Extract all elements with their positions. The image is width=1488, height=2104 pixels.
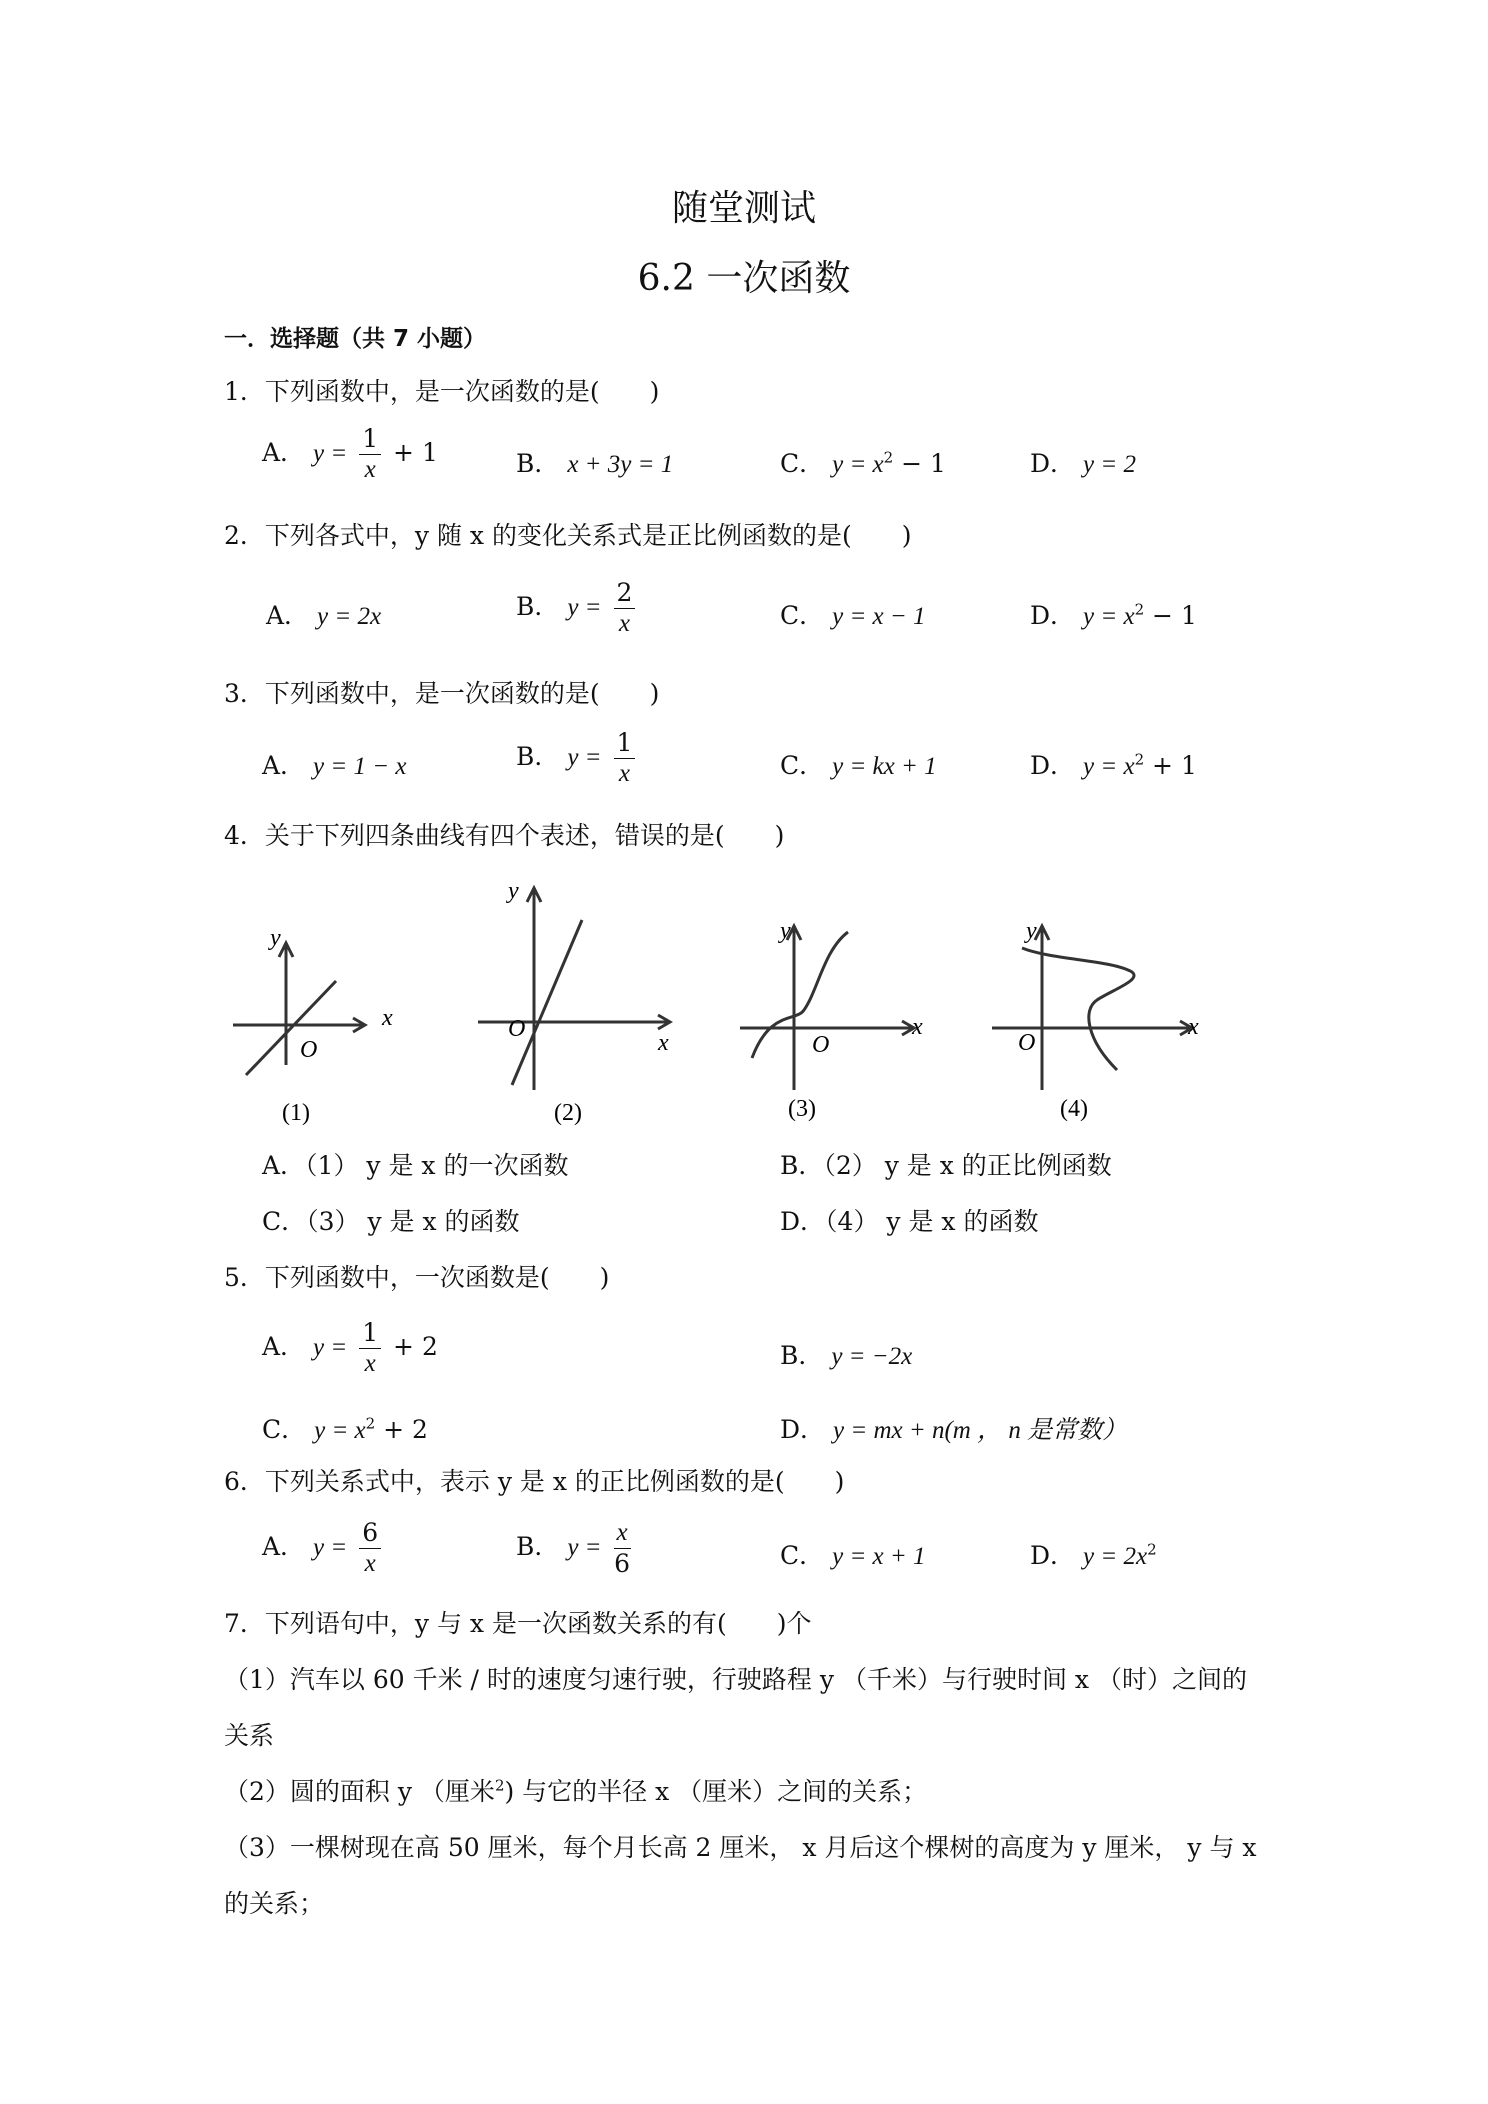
graph-2-x-label: x [658, 1030, 669, 1056]
q2-option-b[interactable]: B． y = $\frac{2}{x}$ [516, 578, 639, 639]
graph-2-line-through-origin [478, 870, 678, 1130]
q3-stem: 3．下列函数中，是一次函数的是( ) [224, 679, 660, 708]
q7-statement-3-cont: 的关系； [224, 1889, 325, 1918]
q7-statement-1: （1）汽车以 60 千米 / 时的速度匀速行驶，行驶路程 y （千米）与行驶时间 x （时）之间的 [224, 1665, 1247, 1694]
graph-3-y-label: y [780, 918, 791, 944]
q5-option-a[interactable]: A． y = $\frac{1}{x}$ + 2 [262, 1318, 438, 1377]
q6-option-b[interactable]: B． y = $\frac{x}{6}$ [516, 1519, 630, 1578]
q6-option-c[interactable]: C． y = x + 1 [780, 1541, 926, 1570]
q3-option-b[interactable]: B． y = $\frac{1}{x}$ [516, 728, 639, 789]
q4-option-c[interactable]: C．（3） y 是 x 的函数 [262, 1207, 520, 1236]
q6-stem: 6．下列关系式中，表示 y 是 x 的正比例函数的是( ) [224, 1467, 845, 1496]
page-subtitle: 6.2 一次函数 [637, 258, 851, 299]
graph-4-x-label: x [1188, 1014, 1199, 1040]
q2-option-a[interactable]: A． y = 2x [266, 601, 382, 630]
q3-option-d[interactable]: D． $y = x^2 + 1$ [1030, 750, 1197, 780]
q1-option-d[interactable]: D． y = 2 [1030, 449, 1136, 478]
q1-option-b[interactable]: B． x + 3y = 1 [516, 449, 674, 478]
graph-1-y-label: y [270, 925, 281, 951]
page-title: 随堂测试 [671, 188, 816, 229]
q4-option-a[interactable]: A．（1） y 是 x 的一次函数 [262, 1151, 569, 1180]
graph-1-caption: (1) [282, 1100, 310, 1126]
q3-option-a[interactable]: A． y = 1 − x [262, 751, 407, 780]
q7-statement-3: （3）一棵树现在高 50 厘米，每个月长高 2 厘米， x 月后这个棵树的高度为 y 厘米， y 与 x [224, 1833, 1257, 1862]
q7-stem: 7．下列语句中，y 与 x 是一次函数关系的有( )个 [224, 1609, 812, 1638]
graph-2-y-label: y [508, 878, 519, 904]
graph-2-origin-label: O [508, 1016, 526, 1042]
graph-1-straight-line [228, 915, 428, 1130]
q5-stem: 5．下列函数中，一次函数是( ) [224, 1263, 610, 1292]
graph-3-cubic-curve [740, 910, 930, 1130]
q6-option-d[interactable]: D． $y = 2x^2$ [1030, 1540, 1157, 1570]
q7-statement-1-cont: 关系 [224, 1721, 275, 1750]
graph-4-origin-label: O [1018, 1030, 1036, 1056]
q4-option-d[interactable]: D．（4） y 是 x 的函数 [780, 1207, 1039, 1236]
q1-option-c[interactable]: C． $y = x^2 - 1$ [780, 448, 946, 478]
graph-2-caption: (2) [554, 1100, 582, 1126]
q3-option-c[interactable]: C． y = kx + 1 [780, 751, 937, 780]
q2-option-c[interactable]: C． y = x − 1 [780, 601, 926, 630]
graph-1-origin-label: O [300, 1037, 318, 1063]
section-heading: 一．选择题（共 7 小题） [224, 326, 487, 352]
q4-stem: 4．关于下列四条曲线有四个表述，错误的是( ) [224, 821, 785, 850]
graph-3-x-label: x [912, 1014, 923, 1040]
graph-4-s-curve [992, 910, 1212, 1130]
q5-option-b[interactable]: B． y = −2x [780, 1341, 913, 1370]
graph-1-x-label: x [382, 1005, 393, 1031]
q4-option-b[interactable]: B．（2） y 是 x 的正比例函数 [780, 1151, 1112, 1180]
q7-statement-2: （2）圆的面积 y （厘米$^2$) 与它的半径 x （厘米）之间的关系； [224, 1776, 928, 1806]
q6-option-a[interactable]: A． y = $\frac{6}{x}$ [262, 1518, 385, 1579]
graph-3-caption: (3) [788, 1096, 816, 1122]
q2-stem: 2．下列各式中，y 随 x 的变化关系式是正比例函数的是( ) [224, 521, 912, 550]
q2-option-d[interactable]: D． $y = x^2 - 1$ [1030, 600, 1197, 630]
graph-4-caption: (4) [1060, 1096, 1088, 1122]
q1-stem: 1．下列函数中，是一次函数的是( ) [224, 377, 660, 406]
graph-3-origin-label: O [812, 1032, 830, 1058]
graph-4-y-label: y [1026, 918, 1037, 944]
q5-option-c[interactable]: C． $y = x^2 + 2$ [262, 1414, 428, 1444]
q5-option-d[interactable]: D． y = mx + n(m ， n 是常数） [780, 1415, 1128, 1444]
q1-option-a[interactable]: A． y = $\frac{1}{x}$ + 1 [262, 424, 438, 483]
